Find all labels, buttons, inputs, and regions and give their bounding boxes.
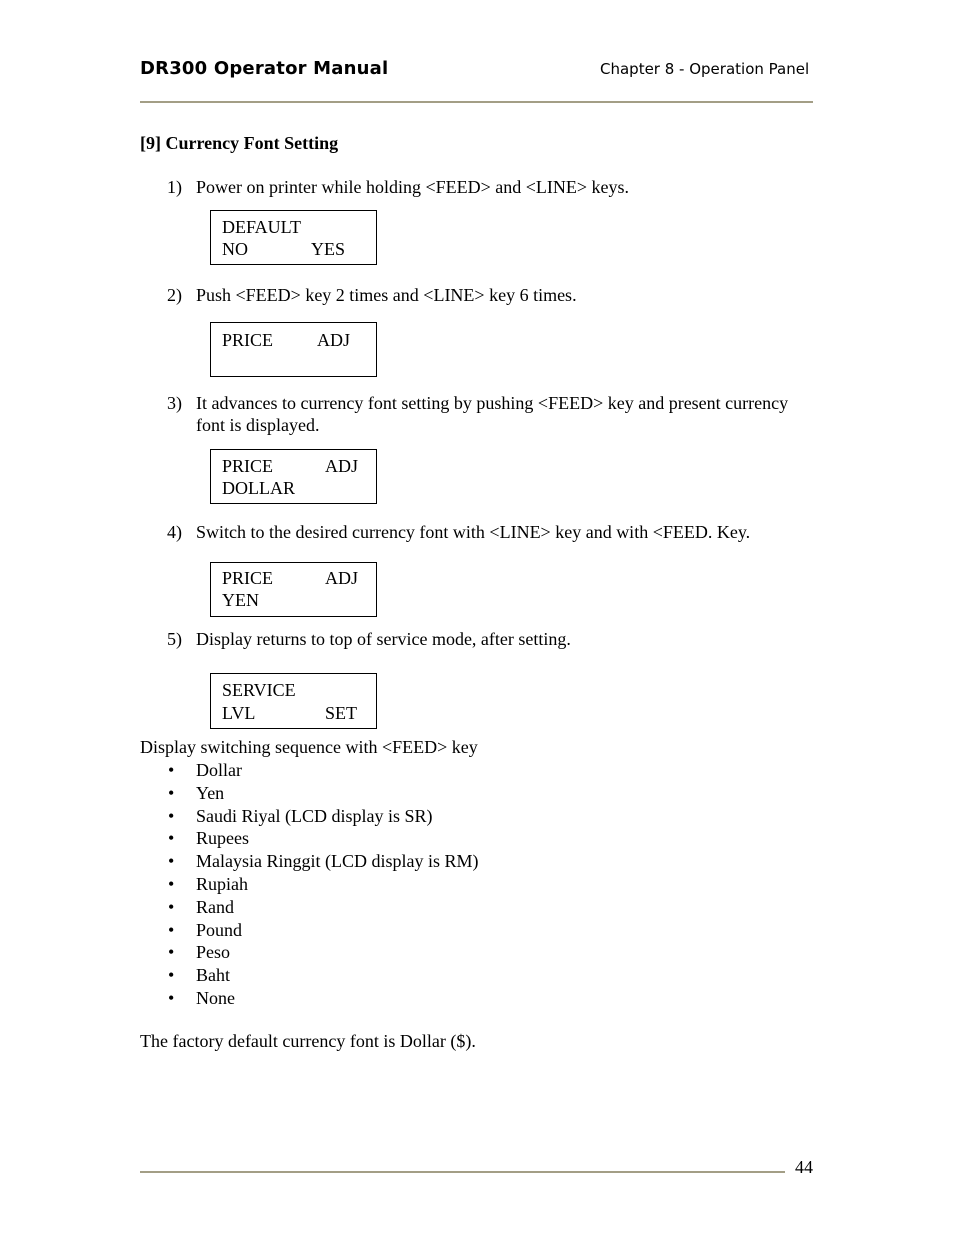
- bullet-icon: •: [168, 896, 175, 917]
- section-heading: [9] Currency Font Setting: [140, 133, 339, 153]
- step-text: Switch to the desired currency font with <LINE> key and with <FEED. Key.: [196, 522, 751, 542]
- list-item: • Malaysia Ringgit (LCD display is RM): [168, 851, 479, 872]
- lcd-row1-left: PRICE: [222, 568, 274, 588]
- step-text: Push <FEED> key 2 times and <LINE> key 6 times.: [196, 285, 577, 305]
- list-item: • Peso: [168, 942, 231, 963]
- list-item: • Saudi Riyal (LCD display is SR): [168, 805, 433, 826]
- lcd-display: [210, 322, 377, 377]
- step-text: Display returns to top of service mode, after setting.: [196, 629, 571, 649]
- list-item: • Rupees: [168, 828, 249, 849]
- step-number: 2): [167, 285, 182, 305]
- page-number: 44: [795, 1157, 813, 1177]
- list-item: • Yen: [168, 782, 225, 803]
- lcd-display: [210, 210, 377, 265]
- lcd-row2-left: LVL: [222, 703, 256, 723]
- bullet-icon: •: [168, 873, 175, 894]
- step-number: 1): [167, 177, 182, 197]
- currency-sequence-list: [168, 759, 479, 1010]
- lcd-row1-left: DEFAULT: [222, 217, 302, 237]
- step-number: 4): [167, 522, 182, 542]
- bullet-icon: •: [168, 805, 175, 826]
- step-number: 3): [167, 393, 182, 413]
- lcd-row2-left: DOLLAR: [222, 478, 295, 498]
- header-chapter-title: Chapter 8 - Operation Panel: [600, 60, 810, 78]
- bullet-icon: •: [168, 782, 175, 803]
- lcd-row2-left: YEN: [222, 590, 259, 610]
- lcd-display: [210, 562, 377, 617]
- lcd-row2-left: NO: [222, 239, 248, 259]
- lcd-row1-left: PRICE: [222, 330, 274, 350]
- header-manual-title: DR300 Operator Manual: [140, 58, 389, 79]
- bullet-icon: •: [168, 828, 175, 849]
- list-item: • None: [168, 987, 235, 1008]
- lcd-row1-right: ADJ: [325, 568, 359, 588]
- list-item: • Pound: [168, 919, 243, 940]
- sequence-intro: Display switching sequence with <FEED> key: [140, 737, 478, 757]
- lcd-display: [210, 673, 377, 729]
- bullet-icon: •: [168, 942, 175, 963]
- list-item: • Rupiah: [168, 873, 248, 894]
- closing-note: The factory default currency font is Dollar ($).: [140, 1031, 476, 1051]
- step-number: 5): [167, 629, 182, 649]
- lcd-display: [210, 449, 377, 504]
- lcd-row1-right: ADJ: [317, 330, 351, 350]
- lcd-row2-right: YES: [311, 239, 346, 259]
- lcd-row1-left: SERVICE: [222, 680, 296, 700]
- step-text: It advances to currency font setting by pushing <FEED> key and present currency font is displayed.: [196, 393, 789, 435]
- lcd-row2-right: SET: [325, 703, 358, 723]
- header-divider: [140, 101, 813, 103]
- footer-divider: [140, 1171, 785, 1173]
- list-item: • Baht: [168, 965, 230, 986]
- lcd-row1-left: PRICE: [222, 456, 274, 476]
- step-text: Power on printer while holding <FEED> and <LINE> keys.: [196, 177, 630, 197]
- list-item: • Rand: [168, 896, 234, 917]
- lcd-row1-right: ADJ: [325, 456, 359, 476]
- bullet-icon: •: [168, 851, 175, 872]
- bullet-icon: •: [168, 919, 175, 940]
- bullet-icon: •: [168, 760, 175, 780]
- bullet-icon: •: [168, 987, 175, 1008]
- list-item: • Dollar: [168, 760, 242, 780]
- bullet-icon: •: [168, 965, 175, 986]
